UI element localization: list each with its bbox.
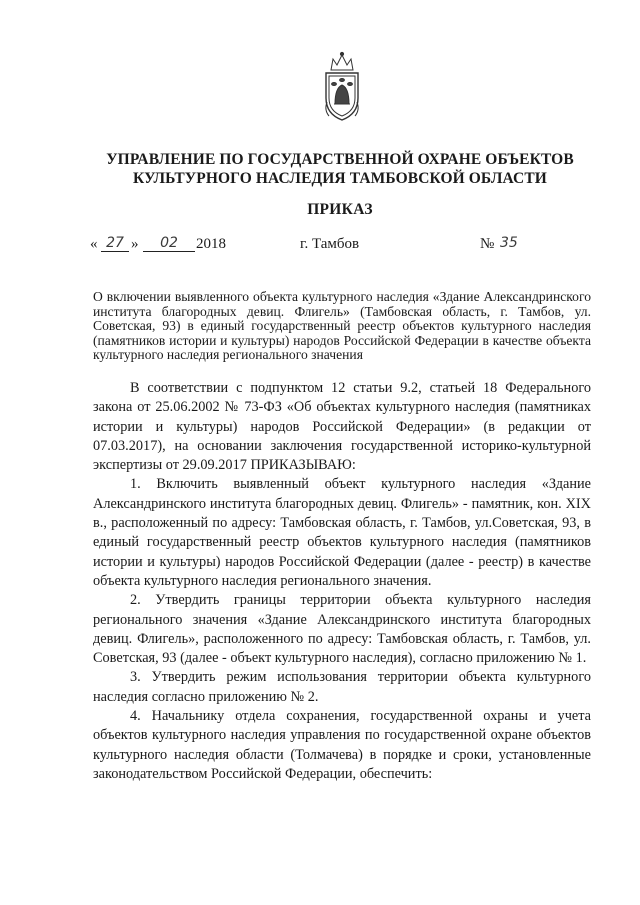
order-number: 35	[500, 235, 518, 251]
tambov-region-coat-of-arms-icon	[321, 50, 363, 122]
number-label: №	[480, 236, 495, 252]
date-close-quote: »	[131, 236, 139, 252]
org-line-2: КУЛЬТУРНОГО НАСЛЕДИЯ ТАМБОВСКОЙ ОБЛАСТИ	[133, 170, 547, 187]
clause-1: 1. Включить выявленный объект культурного наследия «Здание Александринского института благородных девиц. Флигель» - памятник, кон. XIX в., расположенный по адресу: Тамбовская область, г. Тамбов, ул.Советская, 93, в единый государственный реестр объектов культурного наследия (памятников истории и культуры) народов Российской Федерации (далее - реестр) в качестве объекта культурного наследия регионального значения.	[93, 476, 591, 589]
organization-name	[80, 150, 600, 188]
preamble-paragraph: В соответствии с подпунктом 12 статьи 9.2, статьей 18 Федерального закона от 25.06.2002 № 73-ФЗ «Об объектах культурного наследия (памятниках истории и культуры) народов Российской Федерации» (в редакции от 07.03.2017), на основании заключения государственной историко-культурной экспертизы от 29.09.2017 ПРИКАЗЫВАЮ:	[93, 380, 591, 474]
date-open-quote: «	[90, 236, 98, 252]
clause-2: 2. Утвердить границы территории объекта культурного наследия регионального значения «Здание Александринского института благородных девиц. Флигель», расположенного по адресу: Тамбовская область, г. Тамбов, ул. Советская, 93 (далее - объект культурного наследия), согласно приложению № 1.	[93, 592, 591, 667]
city: г. Тамбов	[300, 236, 360, 252]
org-line-1: УПРАВЛЕНИЕ ПО ГОСУДАРСТВЕННОЙ ОХРАНЕ ОБЪЕКТОВ	[106, 151, 574, 168]
date-year: 2018	[196, 236, 226, 252]
clause-3: 3. Утвердить режим использования территории объекта культурного наследия согласно приложению № 2.	[93, 669, 591, 705]
date-day: 27	[101, 235, 129, 252]
clause-4: 4. Начальнику отдела сохранения, государственной охраны и учета объектов культурного наследия управления по государственной охране объектов культурного наследия области (Толмачева) в порядке и сроки, установленные законодательством Российской Федерации, обеспечить:	[93, 708, 591, 782]
date-number-line	[0, 235, 640, 257]
order-subject: О включении выявленного объекта культурного наследия «Здание Александринского института благородных девиц. Флигель» (Тамбовская область, г. Тамбов, ул. Советская, 93) в единый государственный реестр объектов культурного наследия (памятников истории и культуры) народов Российской Федерации в качестве объекта культурного наследия регионального значения	[93, 289, 591, 363]
date-month: 02	[143, 235, 195, 252]
document-type-title: ПРИКАЗ	[307, 201, 373, 218]
order-body	[93, 379, 591, 784]
